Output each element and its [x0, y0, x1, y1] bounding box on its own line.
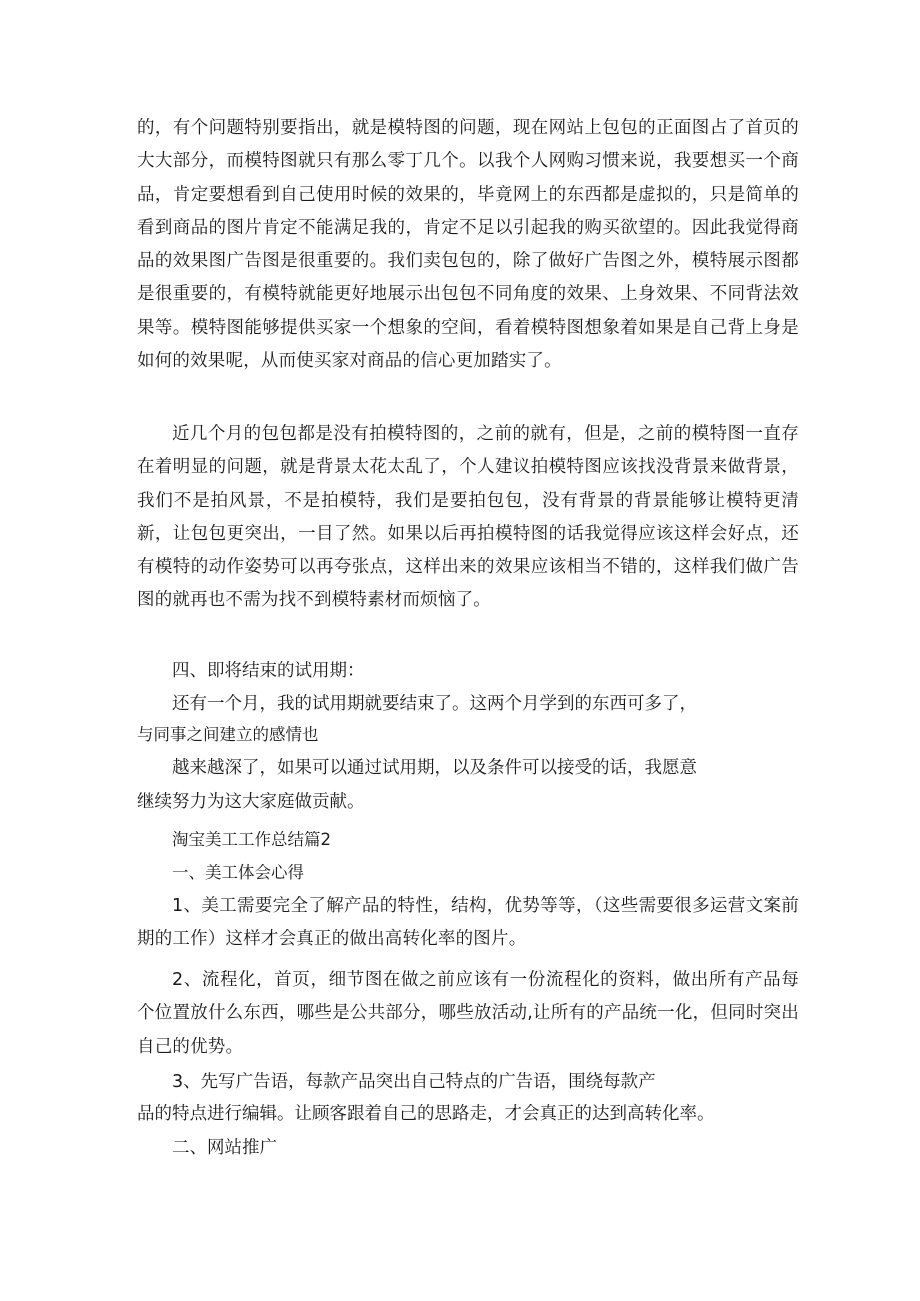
- list-item-3-line-1: 3、先写广告语，每款产品突出自己特点的广告语，围绕每款产: [172, 1072, 656, 1092]
- list-item-1: 1、美工需要完全了解产品的特性，结构，优势等等，（这些需要很多运营文案前期的工作）这样才会真正的做出高转化率的图片。: [137, 896, 799, 950]
- probation-line-2: 与同事之间建立的感情也: [137, 725, 319, 744]
- list-item-3-line-2: 品的特点进行编辑。让顾客跟着自己的思路走，才会真正的达到高转化率。: [137, 1104, 715, 1124]
- probation-line-3: 越来越深了，如果可以通过试用期，以及条件可以接受的话，我愿意: [172, 758, 697, 778]
- paragraph-model-photos: 的，有个问题特别要指出，就是模特图的问题，现在网站上包包的正面图占了首页的大大部分，而模特图就只有那么零丁几个。以我个人网购习惯来说，我要想买一个商品，肯定要想看到自己使用时候的效果的，毕竟网上的东西都是虚拟的，只是简单的看到商品的图片肯定不能满足我的，肯定不足以引起我的购买欲望的。因此我觉得商品的效果图广告图是很重要的。我们卖包包的，除了做好广告图之外，模特展示图都是很重要的，有模特就能更好地展示出包包不同角度的效果、上身效果、不同背法效果等。模特图能够提供买家一个想象的空间，看着模特图想象着如果是自己背上身是如何的效果呢，从而使买家对商品的信心更加踏实了。: [137, 118, 799, 372]
- section-heading-promotion: 二、网站推广: [172, 1138, 277, 1158]
- paragraph-background-advice: 近几个月的包包都是没有拍模特图的，之前的就有，但是，之前的模特图一直存在着明显的问题，就是背景太花太乱了，个人建议拍模特图应该找没背景来做背景，我们不是拍风景，不是拍模特，我们是要拍包包，没有背景的背景能够让模特更清新，让包包更突出，一目了然。如果以后再拍模特图的话我觉得应该这样会好点，还有模特的动作姿势可以再夸张点，这样出来的效果应该相当不错的，这样我们做广告图的就再也不需为找不到模特素材而烦恼了。: [137, 424, 799, 611]
- probation-line-4: 继续努力为这大家庭做贡献。: [137, 792, 365, 812]
- article-title-2: 淘宝美工工作总结篇2: [172, 830, 331, 849]
- section-heading-probation: 四、即将结束的试用期：: [172, 661, 365, 681]
- list-item-2: 2、流程化，首页，细节图在做之前应该有一份流程化的资料，做出所有产品每个位置放什么东西，哪些是公共部分，哪些放活动,让所有的产品统一化，但同时突出自己的优势。: [137, 970, 799, 1057]
- probation-line-1: 还有一个月，我的试用期就要结束了。这两个月学到的东西可多了，: [172, 694, 697, 714]
- section-heading-experience: 一、美工体会心得: [172, 863, 304, 882]
